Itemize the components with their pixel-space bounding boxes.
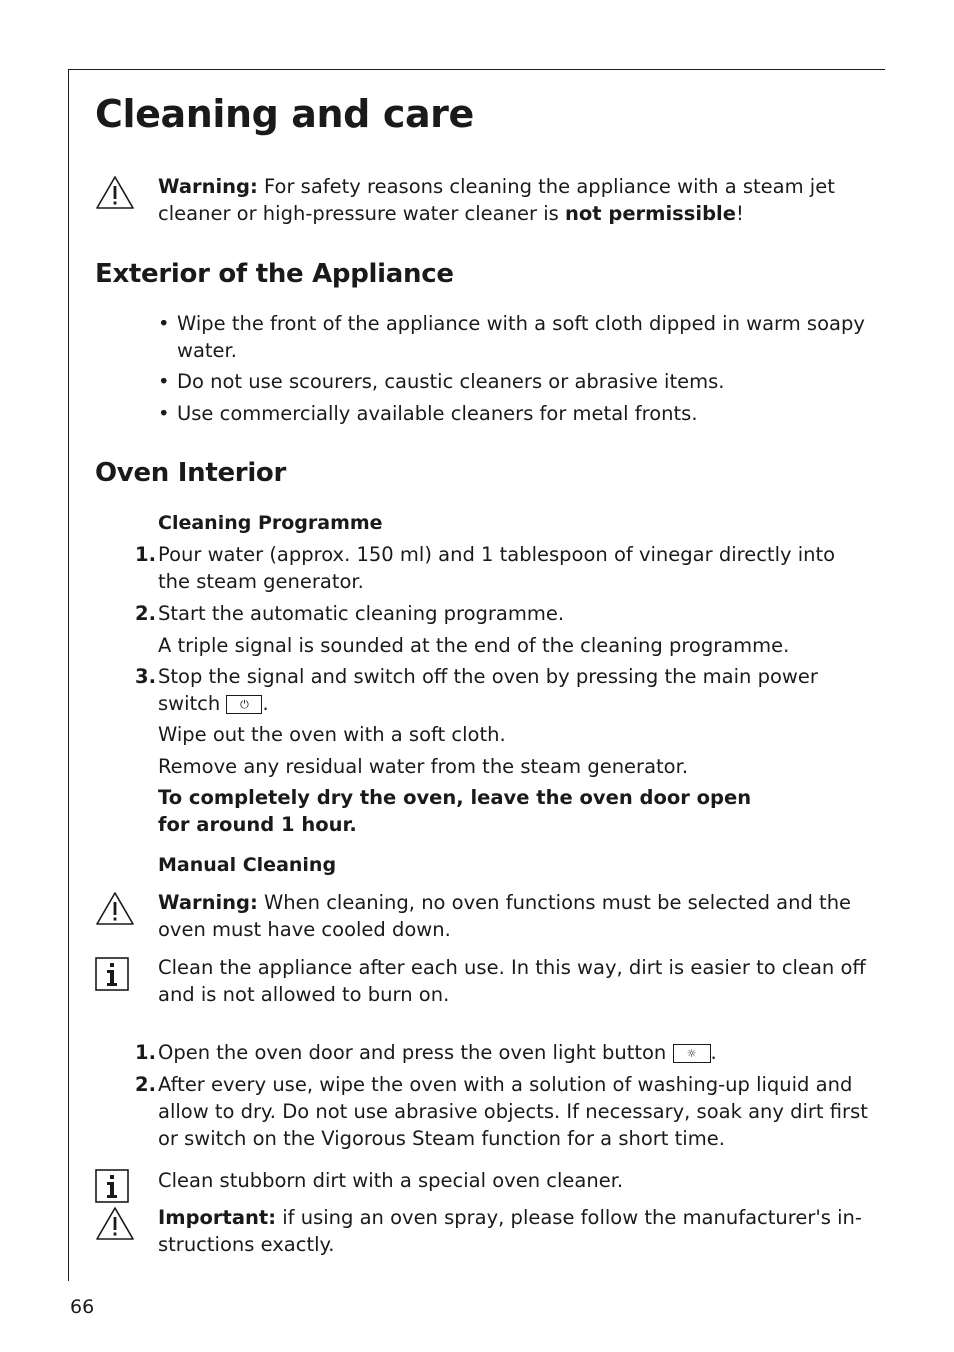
manual-warning: Warning: When cleaning, no oven functions must be selected and the oven must have cooled down. [158,891,852,941]
manual-step-1: Open the oven door and press the oven light button ☼ . [158,1041,717,1064]
list-item: • Wipe the front of the appliance with a soft cloth dipped in warm soapy water. [158,312,865,362]
warning-steam-cleaner: Warning: For safety reasons cleaning the appliance with a steam jet cleaner or high-pressure water cleaner is not permissible! [158,175,835,225]
page-number: 66 [70,1296,95,1318]
manual-step-2: After every use, wipe the oven with a solution of washing-up liquid and allow to dry. Do not use abrasive objects. If necessary, soak any dirt first or switch on the Vigorous Steam function for a short time. [158,1073,868,1150]
left-rule [68,69,69,1281]
info-stubborn-dirt: Clean stubborn dirt with a special oven cleaner. [158,1169,624,1192]
power-switch-icon: ⏻ [226,695,262,714]
step-number: 1. [135,1041,156,1064]
list-item: • Use commercially available cleaners for metal fronts. [158,402,698,425]
cleaning-note-1: Wipe out the oven with a soft cloth. [158,723,506,746]
cleaning-programme-heading: Cleaning Programme [158,512,383,534]
step-number: 2. [135,1073,156,1096]
step-number: 1. [135,543,156,566]
info-icon [95,957,129,995]
list-item: • Do not use scourers, caustic cleaners or abrasive items. [158,370,725,393]
dry-oven-note: To completely dry the oven, leave the oven door open for around 1 hour. [158,786,752,836]
manual-cleaning-heading: Manual Cleaning [158,854,337,876]
step-number: 3. [135,665,156,688]
top-rule [69,69,885,70]
warning-icon [95,175,135,215]
oven-light-icon: ☼ [673,1044,711,1063]
info-clean-after-use: Clean the appliance after each use. In this way, dirt is easier to clean off and is not allowed to burn on. [158,956,866,1006]
cleaning-step-2: Start the automatic cleaning programme. [158,602,565,625]
page-title: Cleaning and care [95,92,474,136]
cleaning-step-1: Pour water (approx. 150 ml) and 1 tablespoon of vinegar directly into the steam generator. [158,543,836,593]
exterior-heading: Exterior of the Appliance [95,259,454,289]
info-icon [95,1169,129,1207]
important-oven-spray: Important: if using an oven spray, please follow the manufacturer's in-structions exactly. [158,1206,862,1256]
cleaning-note-2: Remove any residual water from the steam generator. [158,755,689,778]
warning-icon [95,1206,135,1246]
cleaning-step-2-note: A triple signal is sounded at the end of the cleaning programme. [158,634,790,657]
step-number: 2. [135,602,156,625]
interior-heading: Oven Interior [95,458,287,488]
warning-icon [95,891,135,931]
cleaning-step-3: Stop the signal and switch off the oven by pressing the main power switch ⏻ . [158,665,818,715]
